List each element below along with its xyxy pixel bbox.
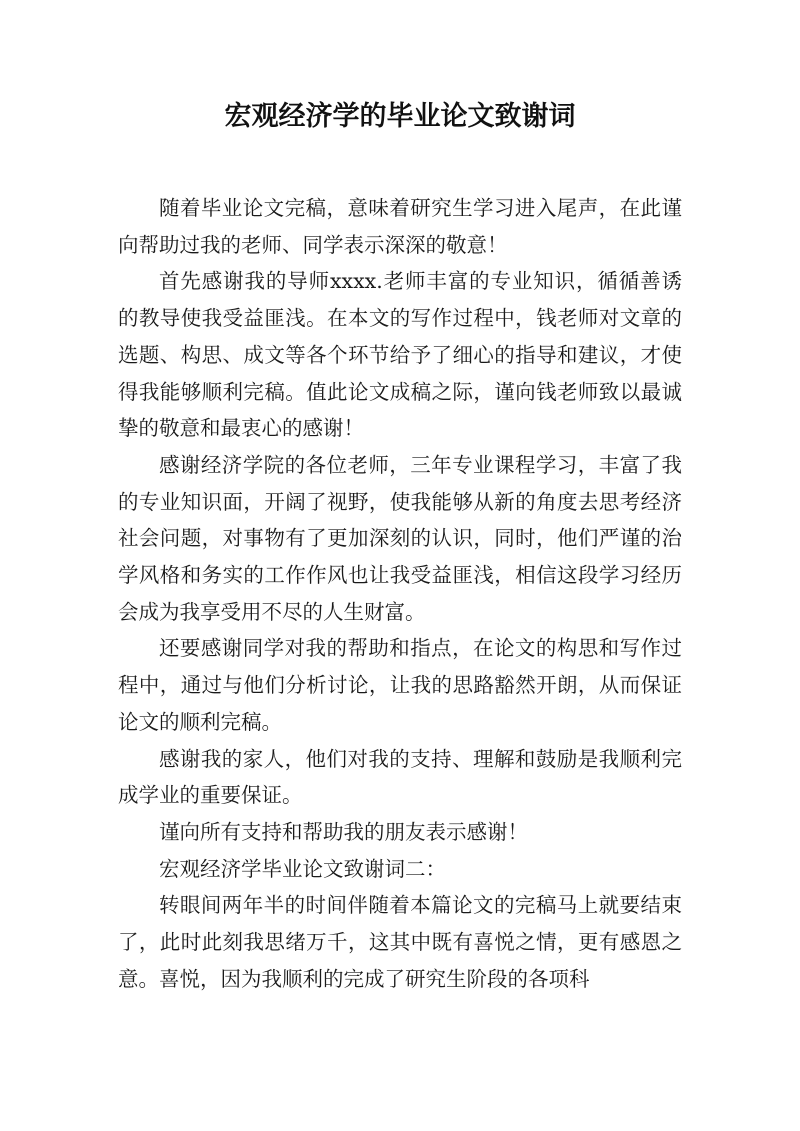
paragraph-5: 感谢我的家人，他们对我的支持、理解和鼓励是我顺利完成学业的重要保证。 [118, 746, 682, 808]
paragraph-1: 随着毕业论文完稿，意味着研究生学习进入尾声，在此谨向帮助过我的老师、同学表示深深的敬意！ [118, 196, 682, 257]
paragraph-4: 还要感谢同学对我的帮助和指点，在论文的构思和写作过程中，通过与他们分析讨论，让我的思路豁然开朗，从而保证论文的顺利完稿。 [118, 636, 682, 734]
paragraph-6: 谨向所有支持和帮助我的朋友表示感谢！ [159, 819, 528, 844]
paragraph-2: 首先感谢我的导师xxxx.老师丰富的专业知识，循循善诱的教导使我受益匪浅。在本文的写作过程中，钱老师对文章的选题、构思、成文等各个环节给予了细心的指导和建议，才使得我能够顺利完稿。值此论文成稿之际，谨向钱老师致以最诚挚的敬意和最衷心的感谢！ [118, 269, 682, 441]
paragraph-8: 转眼间两年半的时间伴随着本篇论文的完稿马上就要结束了，此时此刻我思绪万千，这其中既有喜悦之情，更有感恩之意。喜悦，因为我顺利的完成了研究生阶段的各项科 [118, 893, 682, 991]
paragraph-7: 宏观经济学毕业论文致谢词二： [159, 856, 446, 881]
document-body [118, 190, 682, 997]
paragraph-3: 感谢经济学院的各位老师，三年专业课程学习，丰富了我的专业知识面，开阔了视野，使我能够从新的角度去思考经济社会问题，对事物有了更加深刻的认识，同时，他们严谨的治学风格和务实的工作作风也让我受益匪浅，相信这段学习经历会成为我享受用不尽的人生财富。 [118, 452, 682, 624]
document-title: 宏观经济学的毕业论文致谢词 [224, 101, 576, 132]
